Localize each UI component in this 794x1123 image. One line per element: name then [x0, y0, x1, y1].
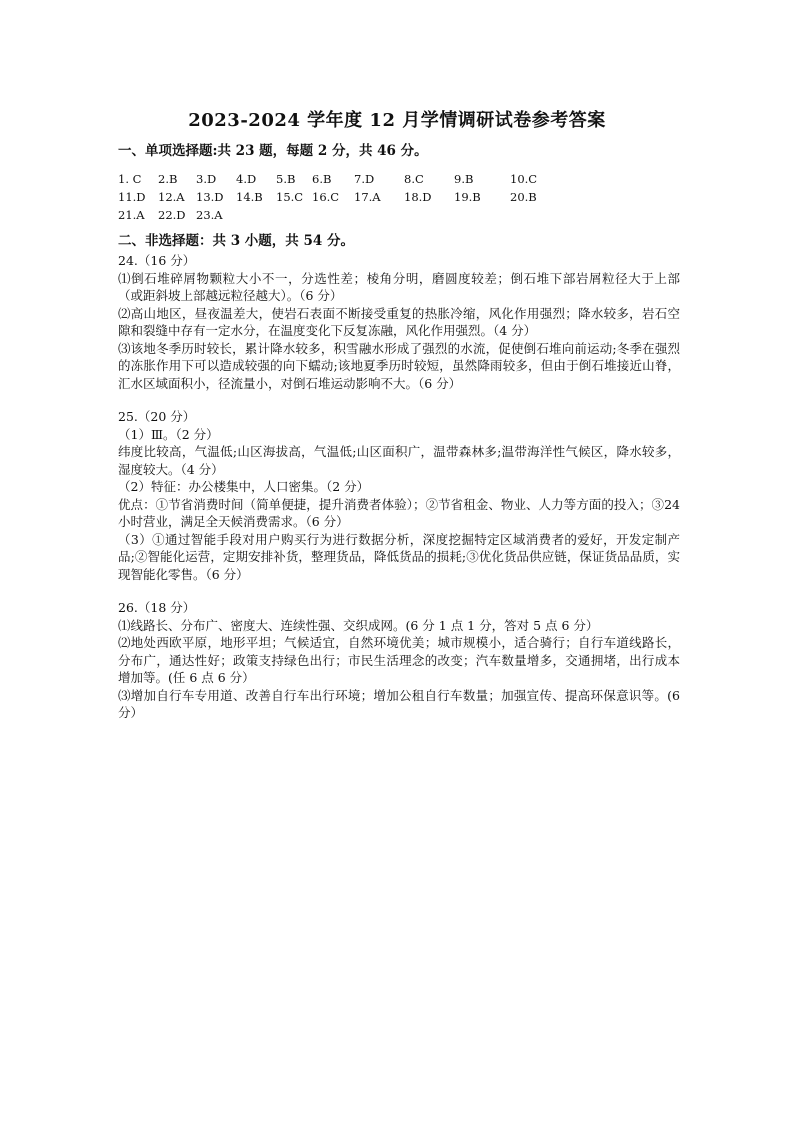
question-26-head: 26.（18 分） [118, 600, 196, 615]
question-26 [118, 599, 680, 722]
question-24-head: 24.（16 分） [118, 253, 196, 268]
answer-11: 11.D [118, 190, 146, 204]
answer-12: 12.A [158, 190, 185, 204]
answer-8: 8.C [404, 172, 424, 186]
answer-row-1 [118, 170, 680, 188]
page-title: 2023-2024 学年度 12 月学情调研试卷参考答案 [188, 110, 606, 131]
question-25-part-5: （3）①通过智能手段对用户购买行为进行数据分析，深度挖掘特定区域消费者的爱好，开发定制产品;②智能化运营，定期安排补货，整理货品，降低货品的损耗;③优化货品供应链，保证货品品质，实现智能化零售。（6 分） [118, 531, 680, 582]
question-25-part-4: 优点：①节省消费时间（简单便捷，提升消费者体验）；②节省租金、物业、人力等方面的投入；③24 小时营业，满足全天候消费需求。（6 分） [118, 496, 680, 529]
answer-9: 9.B [454, 172, 474, 186]
answer-19: 19.B [454, 190, 481, 204]
answer-7: 7.D [354, 172, 375, 186]
question-24-part-1: ⑴倒石堆碎屑物颗粒大小不一，分选性差；棱角分明，磨圆度较差；倒石堆下部岩屑粒径大于上部（或距斜坡上部越远粒径越大）。（6 分） [118, 270, 680, 303]
answer-17: 17.A [354, 190, 381, 204]
question-25-head: 25.（20 分） [118, 409, 196, 424]
answer-16: 16.C [312, 190, 340, 204]
spacer [118, 392, 680, 408]
answer-18: 18.D [404, 190, 432, 204]
question-25-part-3: （2）特征：办公楼集中，人口密集。（2 分） [118, 479, 370, 494]
multiple-choice-answers [118, 170, 680, 224]
answer-content [118, 140, 680, 722]
question-24-part-3: ⑶该地冬季历时较长，累计降水较多，积雪融水形成了强烈的水流，促使倒石堆向前运动;冬季在强烈的冻胀作用下可以造成较强的向下蠕动;该地夏季历时较短，虽然降雨较多，但由于倒石堆接近山脊，汇水区域面积小，径流量小，对倒石堆运动影响不大。（6 分） [118, 340, 680, 391]
spacer [118, 583, 680, 599]
question-24 [118, 252, 680, 392]
answer-4: 4.D [236, 172, 257, 186]
section1-heading: 一、单项选择题:共 23 题，每题 2 分，共 46 分。 [118, 143, 428, 159]
section2-heading: 二、非选择题：共 3 小题，共 54 分。 [118, 233, 354, 249]
answer-22: 22.D [158, 208, 186, 222]
answer-row-2 [118, 188, 680, 206]
question-26-part-2: ⑵地处西欧平原，地形平坦；气候适宜，自然环境优美；城市规模小，适合骑行；自行车道线路长，分布广，通达性好；政策支持绿色出行；市民生活理念的改变；汽车数量增多，交通拥堵，出行成本增加等。(任 6 点 6 分） [118, 635, 680, 685]
question-25 [118, 408, 680, 583]
answer-14: 14.B [236, 190, 263, 204]
question-26-part-1: ⑴线路长、分布广、密度大、连续性强、交织成网。(6 分 1 点 1 分，答对 5 点 6 分） [118, 617, 599, 633]
question-24-part-2: ⑵高山地区，昼夜温差大，使岩石表面不断接受重复的热胀冷缩，风化作用强烈；降水较多，岩石空隙和裂缝中存有一定水分，在温度变化下反复冻融，风化作用强烈。（4 分） [118, 305, 680, 338]
question-26-part-3: ⑶增加自行车专用道、改善自行车出行环境；增加公租自行车数量；加强宣传、提高环保意识等。(6 分） [118, 687, 680, 720]
answer-row-3 [118, 206, 680, 224]
answer-20: 20.B [510, 190, 537, 204]
answer-23: 23.A [196, 208, 223, 222]
question-25-part-2: 纬度比较高，气温低;山区海拔高，气温低;山区面积广，温带森林多;温带海洋性气候区，降水较多，湿度较大。（4 分） [118, 444, 680, 477]
answer-6: 6.B [312, 172, 332, 186]
answer-2: 2.B [158, 172, 178, 186]
question-25-part-1: （1）Ⅲ。（2 分） [118, 426, 219, 442]
answer-3: 3.D [196, 172, 217, 186]
answer-1: 1. C [118, 172, 142, 186]
answer-5: 5.B [276, 172, 296, 186]
answer-13: 13.D [196, 190, 224, 204]
answer-21: 21.A [118, 208, 145, 222]
answer-15: 15.C [276, 190, 304, 204]
answer-10: 10.C [510, 172, 538, 186]
